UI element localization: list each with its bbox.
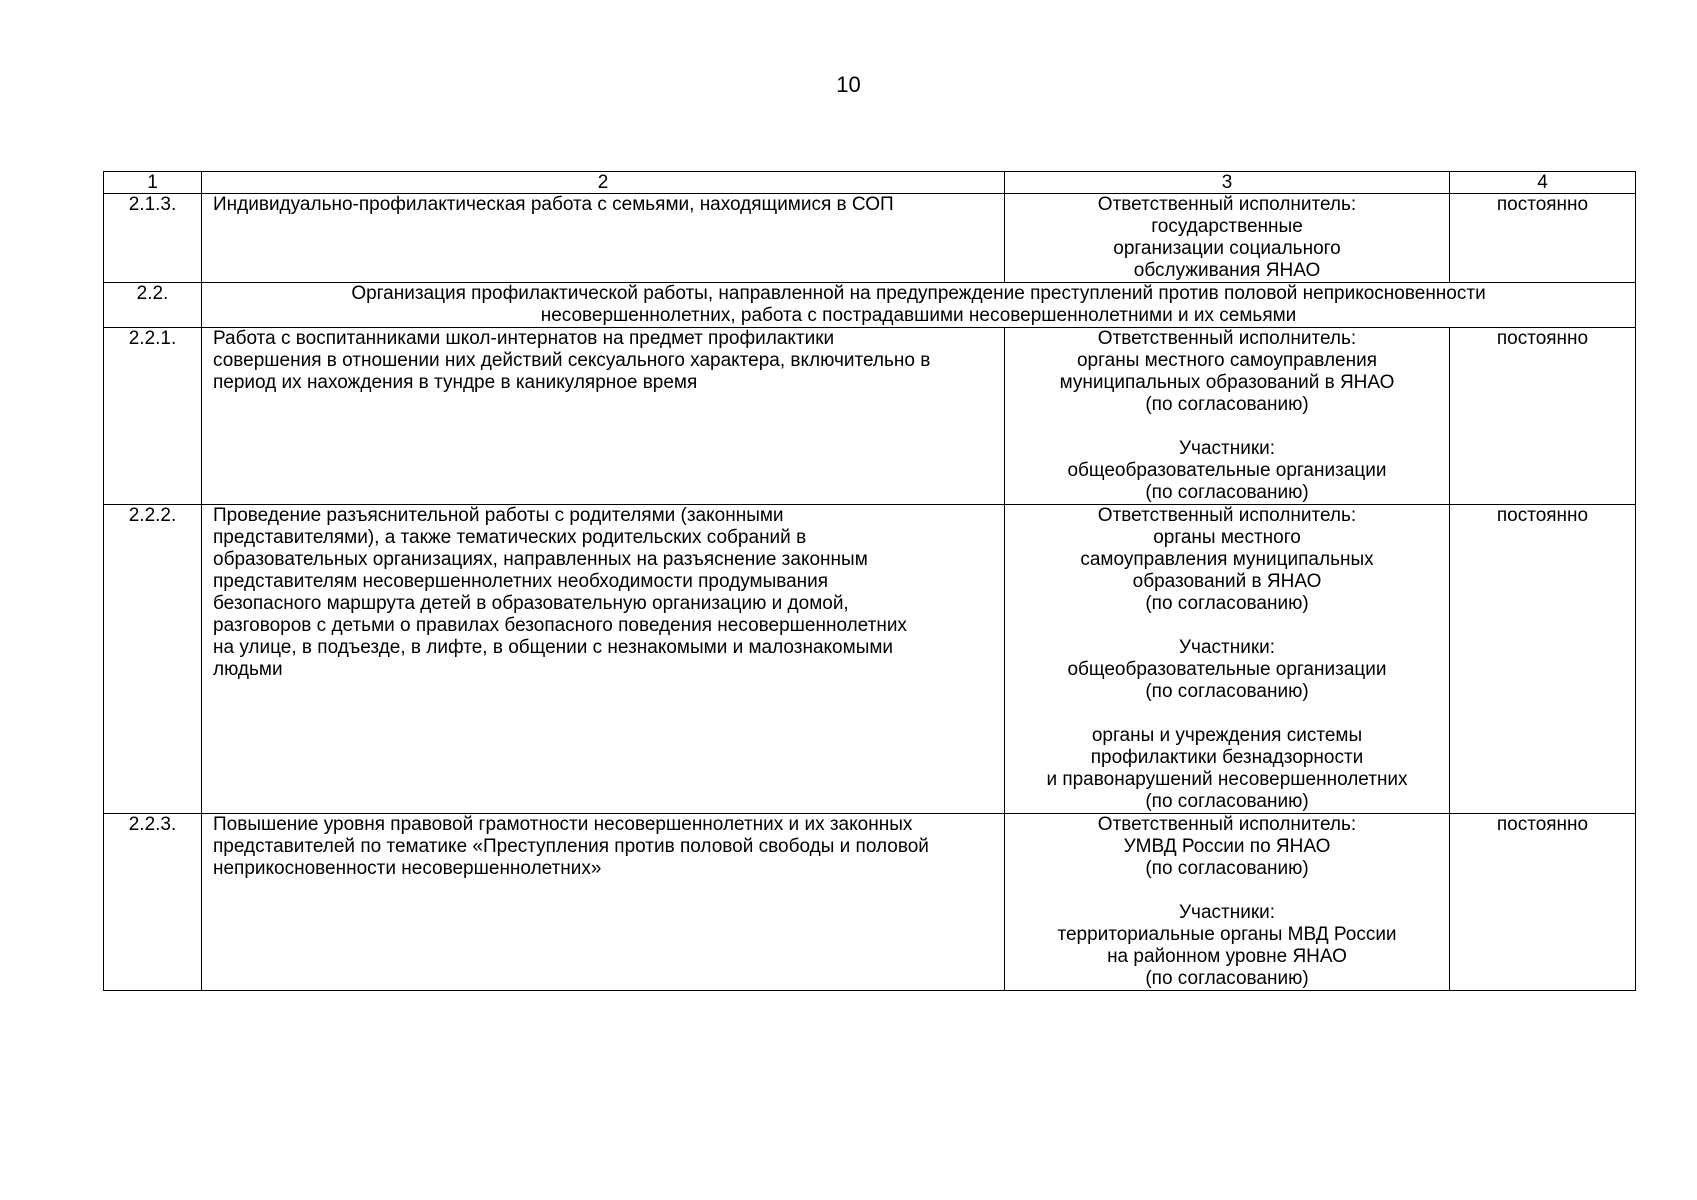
- spacer: [1005, 615, 1449, 637]
- activity-line: Работа с воспитанниками школ-интернатов на предмет профилактики: [213, 328, 835, 349]
- activity-text: Индивидуально-профилактическая работа с семьями, находящимися в СОП: [202, 194, 1005, 283]
- item-number: 2.2.1.: [104, 328, 202, 505]
- executor-line: (по согласованию): [1145, 968, 1309, 989]
- measures-table: [103, 171, 1636, 991]
- executor-line: обслуживания ЯНАО: [1133, 260, 1321, 281]
- executor-line: (по согласованию): [1145, 593, 1309, 614]
- executor-line: территориальные органы МВД России: [1057, 924, 1397, 945]
- activity-line: Проведение разъяснительной работы с родителями (законными: [213, 505, 784, 526]
- activity-cell: [202, 814, 1005, 991]
- executor-line: (по согласованию): [1145, 858, 1309, 879]
- section-row: [104, 283, 1636, 328]
- activity-line: разговоров с детьми о правилах безопасного поведения несовершеннолетних: [213, 615, 907, 636]
- item-number: 2.2.3.: [104, 814, 202, 991]
- executor-line: Участники:: [1178, 902, 1276, 923]
- activity-line: безопасного маршрута детей в образовательную организацию и домой,: [213, 593, 849, 614]
- executor-line: общеобразовательные организации: [1067, 659, 1387, 680]
- section-title-line: Организация профилактической работы, направленной на предупреждение преступлений против половой неприкосновенности: [351, 283, 1486, 304]
- activity-line: период их нахождения в тундре в каникулярное время: [213, 372, 698, 393]
- activity-line: на улице, в подъезде, в лифте, в общении с незнакомыми и малознакомыми: [213, 637, 894, 658]
- executor-cell: [1005, 328, 1450, 505]
- table-header-row: [104, 172, 1636, 194]
- activity-cell: [202, 505, 1005, 814]
- column-number-3: 3: [1005, 172, 1450, 194]
- term-text: постоянно: [1450, 194, 1636, 283]
- column-number-1: 1: [104, 172, 202, 194]
- executor-line: государственные: [1151, 216, 1303, 237]
- executor-line: (по согласованию): [1145, 681, 1309, 702]
- executor-cell: [1005, 814, 1450, 991]
- activity-line: неприкосновенности несовершеннолетних»: [213, 858, 602, 879]
- executor-cell: [1005, 194, 1450, 283]
- executor-line: общеобразовательные организации: [1067, 460, 1387, 481]
- executor-line: органы местного: [1153, 527, 1301, 548]
- executor-line: Ответственный исполнитель:: [1097, 505, 1357, 526]
- executor-line: органы местного самоуправления: [1076, 350, 1377, 371]
- item-number: 2.2.2.: [104, 505, 202, 814]
- section-number: 2.2.: [104, 283, 202, 328]
- executor-line: (по согласованию): [1145, 791, 1309, 812]
- activity-line: образовательных организациях, направленных на разъяснение законным: [213, 549, 868, 570]
- executor-line: Ответственный исполнитель:: [1097, 194, 1357, 215]
- executor-line: Ответственный исполнитель:: [1097, 328, 1357, 349]
- column-number-2: 2: [202, 172, 1005, 194]
- executor-cell: [1005, 505, 1450, 814]
- term-text: постоянно: [1450, 814, 1636, 991]
- executor-line: (по согласованию): [1145, 394, 1309, 415]
- table-row: [104, 194, 1636, 283]
- executor-line: (по согласованию): [1145, 482, 1309, 503]
- executor-line: Участники:: [1178, 637, 1276, 658]
- spacer: [1005, 416, 1449, 438]
- table-row: [104, 328, 1636, 505]
- column-number-4: 4: [1450, 172, 1636, 194]
- activity-line: Повышение уровня правовой грамотности несовершеннолетних и их законных: [213, 814, 913, 835]
- term-text: постоянно: [1450, 328, 1636, 505]
- activity-cell: [202, 328, 1005, 505]
- activity-line: совершения в отношении них действий сексуального характера, включительно в: [213, 350, 931, 371]
- spacer: [1005, 703, 1449, 725]
- executor-line: организации социального: [1113, 238, 1341, 259]
- executor-line: профилактики безнадзорности: [1090, 747, 1364, 768]
- activity-line: представителей по тематике «Преступления против половой свободы и половой: [213, 836, 929, 857]
- executor-line: Ответственный исполнитель:: [1097, 814, 1357, 835]
- activity-line: представителям несовершеннолетних необходимости продумывания: [213, 571, 829, 592]
- executor-line: муниципальных образований в ЯНАО: [1059, 372, 1395, 393]
- term-text: постоянно: [1450, 505, 1636, 814]
- executor-line: образований в ЯНАО: [1132, 571, 1322, 592]
- spacer: [1005, 880, 1449, 902]
- table-row: [104, 814, 1636, 991]
- activity-line: представителями), а также тематических родительских собраний в: [213, 527, 807, 548]
- page-number: 10: [836, 72, 861, 97]
- executor-line: и правонарушений несовершеннолетних: [1046, 769, 1408, 790]
- item-number: 2.1.3.: [104, 194, 202, 283]
- executor-line: УМВД России по ЯНАО: [1123, 836, 1331, 857]
- executor-line: самоуправления муниципальных: [1080, 549, 1374, 570]
- executor-line: органы и учреждения системы: [1091, 725, 1363, 746]
- table-row: [104, 505, 1636, 814]
- section-title-line: несовершеннолетних, работа с пострадавшими несовершеннолетними и их семьями: [540, 305, 1297, 326]
- executor-line: на районном уровне ЯНАО: [1107, 946, 1347, 967]
- executor-line: Участники:: [1178, 438, 1276, 459]
- activity-line: людьми: [213, 659, 283, 680]
- section-title: [202, 283, 1636, 328]
